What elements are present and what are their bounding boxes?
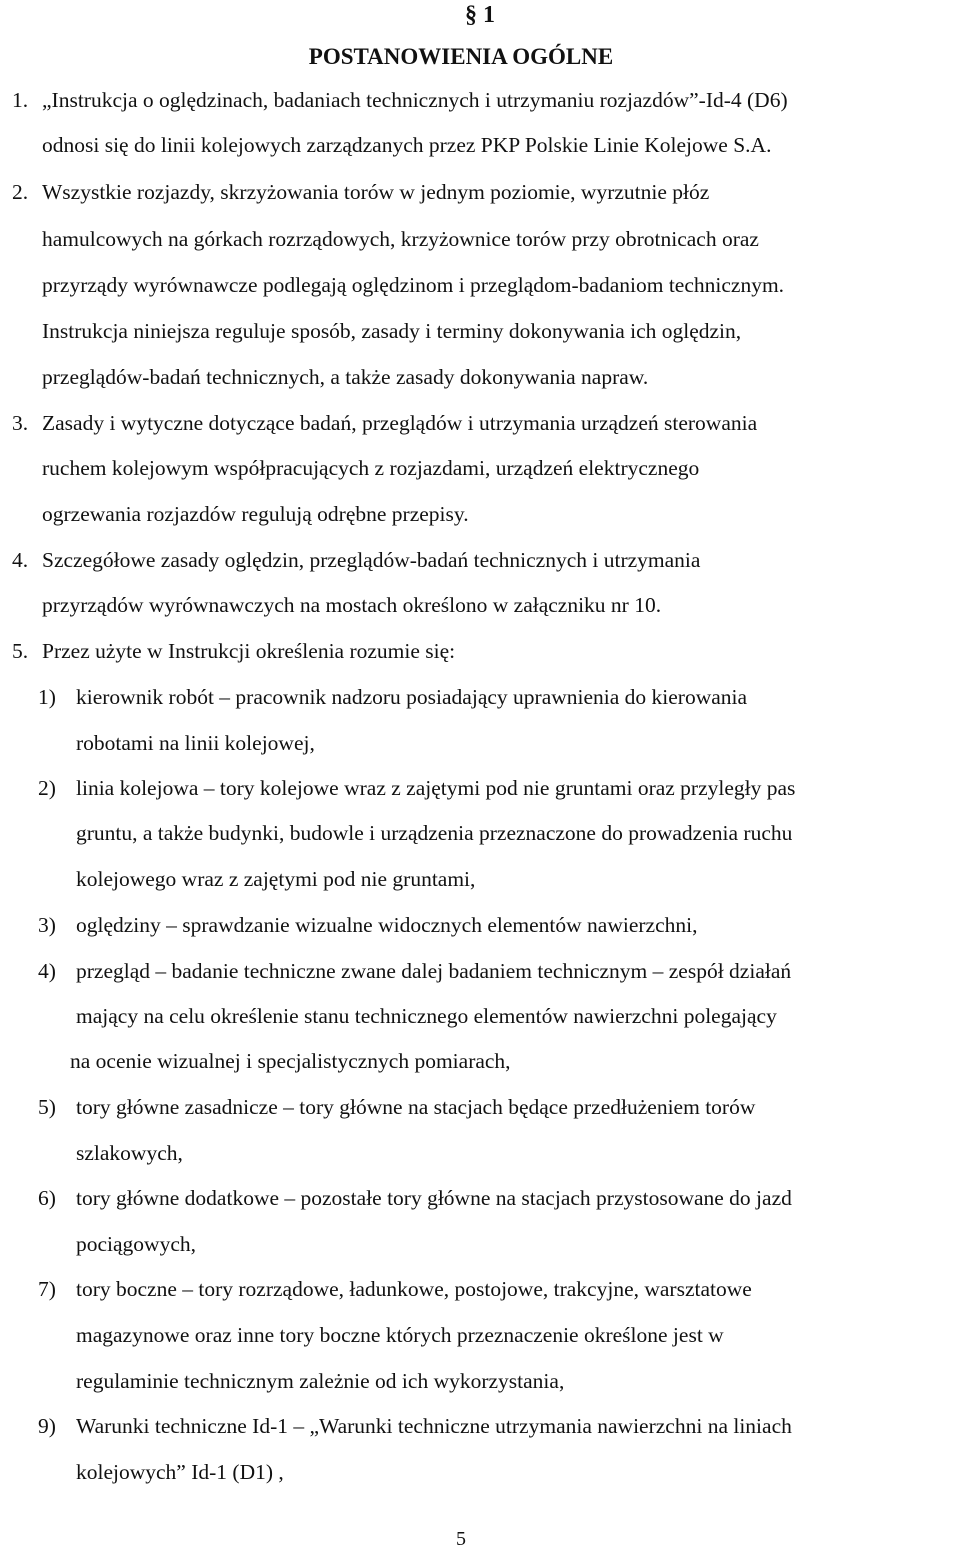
point-number: 1. xyxy=(12,88,29,112)
point-line: ogrzewania rozjazdów regulują odrębne przepisy. xyxy=(42,502,469,526)
definition-line: Warunki techniczne Id-1 – „Warunki techniczne utrzymania nawierzchni na liniach xyxy=(76,1414,792,1438)
definition-line: przegląd – badanie techniczne zwane dalej badaniem technicznym – zespół działań xyxy=(76,959,792,983)
point-line: ruchem kolejowym współpracujących z rozjazdami, urządzeń elektrycznego xyxy=(42,456,700,480)
definition-line: kierownik robót – pracownik nadzoru posiadający uprawnienia do kierowania xyxy=(76,685,748,709)
definition-line: kolejowych” Id-1 (D1) , xyxy=(76,1460,284,1484)
definition-line: linia kolejowa – tory kolejowe wraz z zajętymi pod nie gruntami oraz przyległy pas xyxy=(76,776,796,800)
definition-line: magazynowe oraz inne tory boczne których przeznaczenie określone jest w xyxy=(76,1323,724,1347)
point-number: 5. xyxy=(12,639,29,663)
definition-line: szlakowych, xyxy=(76,1141,183,1165)
definition-line: tory główne dodatkowe – pozostałe tory główne na stacjach przystosowane do jazd xyxy=(76,1186,792,1210)
definition-number: 2) xyxy=(38,776,56,800)
definition-number: 4) xyxy=(38,959,56,983)
definition-line: kolejowego wraz z zajętymi pod nie gruntami, xyxy=(76,867,476,891)
point-line: Instrukcja niniejsza reguluje sposób, zasady i terminy dokonywania ich oględzin, xyxy=(42,319,742,343)
point-line: Szczegółowe zasady oględzin, przeglądów-badań technicznych i utrzymania xyxy=(42,548,701,572)
point-number: 3. xyxy=(12,411,29,435)
definition-line: regulaminie technicznym zależnie od ich wykorzystania, xyxy=(76,1369,565,1393)
definition-line: tory główne zasadnicze – tory główne na stacjach będące przedłużeniem torów xyxy=(76,1095,756,1119)
definition-line: oględziny – sprawdzanie wizualne widocznych elementów nawierzchni, xyxy=(76,913,698,937)
section-number: § 1 xyxy=(465,2,495,28)
definition-number: 7) xyxy=(38,1277,56,1301)
point-line: przeglądów-badań technicznych, a także zasady dokonywania napraw. xyxy=(42,365,649,389)
point-line: Zasady i wytyczne dotyczące badań, przeglądów i utrzymania urządzeń sterowania xyxy=(42,411,758,435)
definition-number: 6) xyxy=(38,1186,56,1210)
point-number: 4. xyxy=(12,548,29,572)
point-line: Wszystkie rozjazdy, skrzyżowania torów w jednym poziomie, wyrzutnie płóz xyxy=(42,180,710,204)
definition-number: 5) xyxy=(38,1095,56,1119)
definition-number: 3) xyxy=(38,913,56,937)
point-line: hamulcowych na górkach rozrządowych, krzyżownice torów przy obrotnicach oraz xyxy=(42,227,759,251)
definition-number: 1) xyxy=(38,685,56,709)
page-number: 5 xyxy=(456,1528,466,1550)
point-number: 2. xyxy=(12,180,29,204)
point-line: przyrządów wyrównawczych na mostach określono w załączniku nr 10. xyxy=(42,593,662,617)
definition-line: tory boczne – tory rozrządowe, ładunkowe, postojowe, trakcyjne, warsztatowe xyxy=(76,1277,752,1301)
point-line: odnosi się do linii kolejowych zarządzanych przez PKP Polskie Linie Kolejowe S.A. xyxy=(42,133,772,157)
definition-line: pociągowych, xyxy=(76,1232,197,1256)
point-line: przyrządy wyrównawcze podlegają oględzinom i przeglądom-badaniom technicznym. xyxy=(42,273,785,297)
page-title: POSTANOWIENIA OGÓLNE xyxy=(308,44,614,69)
definition-line: gruntu, a także budynki, budowle i urządzenia przeznaczone do prowadzenia ruchu xyxy=(76,821,793,845)
definition-line: mający na celu określenie stanu technicznego elementów nawierzchni polegający xyxy=(76,1004,777,1028)
definition-number: 9) xyxy=(38,1414,56,1438)
definition-line: robotami na linii kolejowej, xyxy=(76,731,315,755)
definition-line: na ocenie wizualnej i specjalistycznych pomiarach, xyxy=(70,1049,511,1073)
point-line: „Instrukcja o oględzinach, badaniach technicznych i utrzymaniu rozjazdów”-Id-4 (D6) xyxy=(42,88,788,112)
point-line: Przez użyte w Instrukcji określenia rozumie się: xyxy=(42,639,456,663)
